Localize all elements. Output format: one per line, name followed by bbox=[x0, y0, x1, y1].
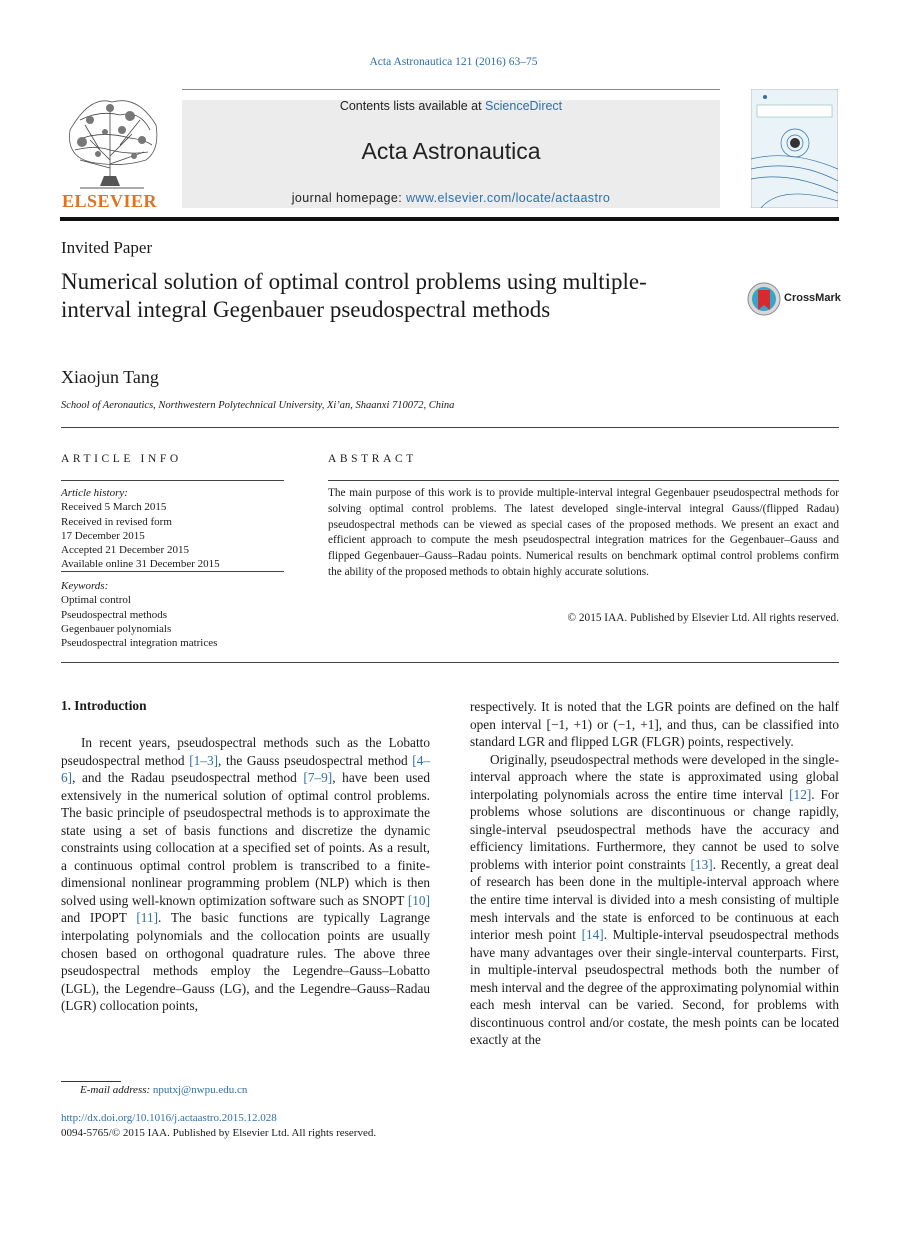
article-type: Invited Paper bbox=[61, 238, 153, 257]
citation-link[interactable]: [13] bbox=[690, 856, 713, 872]
history-item: Accepted 21 December 2015 bbox=[61, 544, 189, 557]
citation-link[interactable]: [14] bbox=[581, 927, 604, 943]
article-history bbox=[61, 486, 220, 572]
intro-paragraph-3: Originally, pseudospectral methods were developed in the single-interval approach where the state is approximated using global interpolating polynomials across the entire time interval [12]. For problems whose solutions are discontinuous or change rapidly, single-interval pseudospectral methods have the accuracy and efficiency limitations. Furthermore, they cannot be used to solve problems with interior point constraints [13]. Recently, a great deal of research has been done in the multiple-interval approach where the entire time interval is divided into a mesh consisting of multiple mesh intervals and the state is enforced to be continuous at each interior mesh point [14]. Multiple-interval pseudospectral methods have many advantages over their single-interval counterparts. First, in multiple-interval pseudospectral methods both the number of mesh interval and the degree of the approximating polynomial within each mesh interval can be varied. Second, for problems with discontinuous control and/or costate, the mesh points can be located exactly at the bbox=[470, 751, 840, 1048]
contents-prefix: Contents lists available at bbox=[339, 99, 486, 113]
journal-homepage-link[interactable]: www.elsevier.com/locate/actaastro bbox=[405, 191, 611, 205]
homepage-prefix: journal homepage: bbox=[291, 191, 406, 205]
footnote-rule bbox=[61, 1081, 121, 1082]
citation-link[interactable]: [10] bbox=[407, 892, 430, 908]
journal-cover-image[interactable] bbox=[751, 89, 838, 208]
article-info-rule bbox=[61, 480, 284, 481]
citation-link[interactable]: [7–9] bbox=[303, 770, 333, 786]
abstract-heading: ABSTRACT bbox=[328, 453, 417, 465]
issn-line: 0094-5765/© 2015 IAA. Published by Elsevier Ltd. All rights reserved. bbox=[61, 1127, 377, 1139]
crossmark-label[interactable]: CrossMark bbox=[784, 292, 841, 304]
journal-citation[interactable]: Acta Astronautica 121 (2016) 63–75 bbox=[369, 56, 538, 68]
title-rule bbox=[61, 427, 839, 428]
journal-name: Acta Astronautica bbox=[361, 138, 541, 164]
history-item: 17 December 2015 bbox=[61, 529, 145, 542]
keyword-item: Gegenbauer polynomials bbox=[61, 622, 172, 635]
email-footnote bbox=[80, 1084, 247, 1096]
elsevier-wordmark[interactable]: ELSEVIER bbox=[62, 191, 158, 211]
history-rule bbox=[61, 571, 284, 572]
section-title-introduction: 1. Introduction bbox=[61, 698, 147, 713]
keyword-item: Optimal control bbox=[61, 594, 131, 607]
citation-link[interactable]: [12] bbox=[789, 786, 812, 802]
keyword-item: Pseudospectral integration matrices bbox=[61, 637, 218, 650]
abstract-copyright: © 2015 IAA. Published by Elsevier Ltd. All rights reserved. bbox=[567, 612, 839, 624]
history-item: Received in revised form bbox=[61, 515, 172, 528]
doi-link[interactable]: http://dx.doi.org/10.1016/j.actaastro.2015.12.028 bbox=[61, 1112, 277, 1124]
citation-link[interactable]: [4–6] bbox=[61, 752, 430, 786]
abstract-rule bbox=[328, 480, 839, 481]
intro-paragraph-1: In recent years, pseudospectral methods such as the Lobatto pseudospectral method [1–3], the Gauss pseudospectral method [4–6], and the Radau pseudospectral method [7–9], have been used extensively in the numerical solution of optimal control problems. The basic principle of pseudospectral methods is to approximate the state using a set of basis functions and discretize the dynamic constraints using collocation at a specified set of points. As a result, a continuous optimal control problem is transcribed to a finite-dimensional nonlinear programming problem (NLP) which is then solved using well-known optimization software such as SNOPT [10] and IPOPT [11]. The basic functions are typically Lagrange interpolating polynomials and the collocation points are usually chosen based on orthogonal quadrature rules. The above three pseudospectral methods employ the Legendre–Gauss–Lobatto (LGL), the Legendre–Gauss (LG), and the Legendre–Gauss–Radau (LGR) collocation points, bbox=[61, 735, 430, 1014]
citation-link[interactable]: [11] bbox=[136, 910, 159, 926]
header-rule bbox=[60, 217, 839, 221]
journal-homepage-line bbox=[182, 191, 720, 205]
masthead-top-rule bbox=[182, 89, 720, 90]
keywords-label: Keywords: bbox=[61, 580, 109, 592]
author-affiliation: School of Aeronautics, Northwestern Polytechnical University, Xi’an, Shaanxi 710072, China bbox=[61, 400, 455, 411]
abstract-bottom-rule bbox=[61, 662, 839, 663]
email-link[interactable]: nputxj@nwpu.edu.cn bbox=[152, 1084, 248, 1096]
keyword-item: Pseudospectral methods bbox=[61, 608, 168, 621]
intro-paragraph-2: respectively. It is noted that the LGR points are defined on the half open interval [−1, +1) or (−1, +1], and thus, can be classified into standard LGR and flipped LGR (FLGR) points, respectively. bbox=[470, 699, 839, 750]
article-title: Numerical solution of optimal control problems using multiple-interval integral Gegenbauer pseudospectral methods bbox=[61, 269, 647, 322]
contents-line bbox=[182, 99, 720, 113]
left-column bbox=[61, 734, 430, 1015]
abstract-text: The main purpose of this work is to provide multiple-interval integral Gegenbauer pseudospectral methods for solving optimal control problems. The latest developed single-interval integral Gauss/(flipped Radau) pseudospectral methods can be viewed as special cases of the proposed methods. We present an exact and efficient approach to compute the mesh pseudospectral integration matrices for the Gegenbauer–Gauss and flipped Gegenbauer–Gauss–Radau points. Numerical results on benchmark optimal control problems confirm the ability of the proposed methods to obtain highly accurate solutions. bbox=[328, 487, 839, 578]
email-label: E-mail address: bbox=[80, 1084, 151, 1096]
right-column bbox=[470, 698, 839, 1049]
history-label: Article history: bbox=[61, 487, 128, 499]
keywords-block bbox=[61, 579, 217, 650]
history-item: Received 5 March 2015 bbox=[61, 501, 167, 514]
citation-link[interactable]: [1–3] bbox=[189, 752, 219, 768]
author-name[interactable]: Xiaojun Tang bbox=[61, 367, 159, 387]
history-item: Available online 31 December 2015 bbox=[61, 558, 220, 571]
sciencedirect-link[interactable]: ScienceDirect bbox=[485, 99, 563, 113]
article-info-heading: ARTICLE INFO bbox=[61, 453, 182, 465]
